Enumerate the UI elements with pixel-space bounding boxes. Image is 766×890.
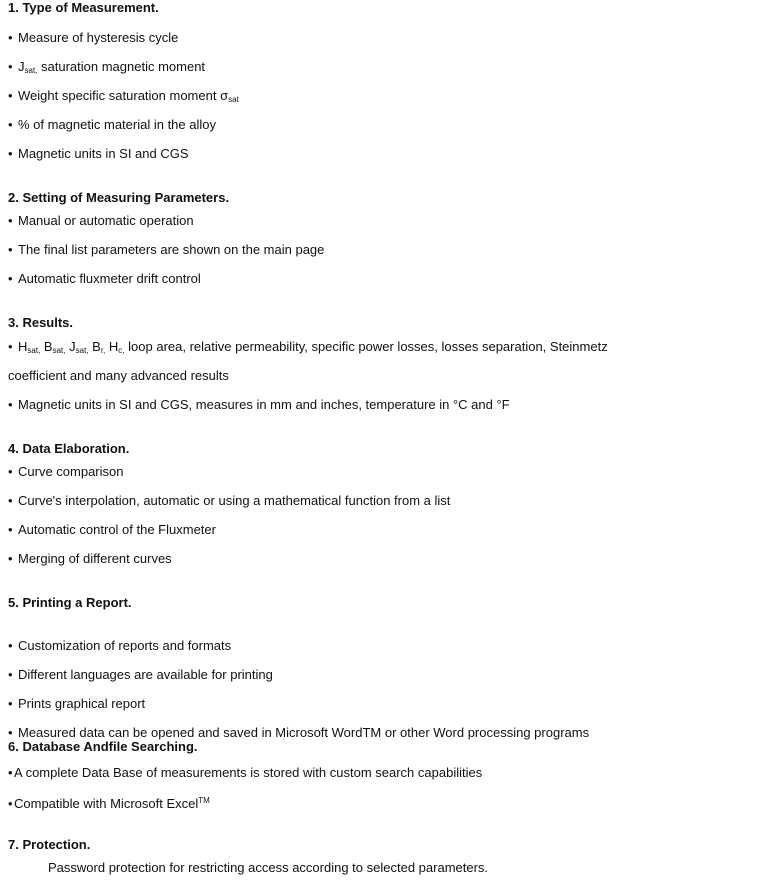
list-item: • A complete Data Base of measurements is stored with custom search capabilities (8, 765, 482, 781)
list-item: • Prints graphical report (8, 696, 145, 712)
list-item: • % of magnetic material in the alloy (8, 117, 216, 133)
section-4-heading: 4. Data Elaboration. (8, 441, 130, 456)
section-5-heading: 5. Printing a Report. (8, 595, 132, 610)
list-item: • Customization of reports and formats (8, 638, 231, 654)
list-item: • Automatic control of the Fluxmeter (8, 522, 216, 538)
section-1-heading: 1. Type of Measurement. (8, 0, 159, 15)
section-6-heading: 6. Database Andfile Searching. (8, 739, 198, 754)
list-item: • Different languages are available for printing (8, 667, 273, 683)
list-item: • $J_{sat,}$ saturation magnetic moment (8, 59, 205, 79)
section-7-heading: 7. Protection. (8, 837, 91, 852)
section-3-heading: 3. Results. (8, 315, 74, 330)
list-item: • Curve's interpolation, automatic or using a mathematical function from a list (8, 493, 450, 509)
list-item: • $H_{sat,}$ $B_{sat,}$ $J_{sat,}$ $B_{r,}$ $H_{c,}$ loop area, relative permeability, specific power losses, losses separation, Steinmetz (8, 339, 608, 359)
list-item: • Automatic fluxmeter drift control (8, 271, 201, 287)
list-item: • Measured data can be opened and saved in Microsoft WordTM or other Word processing programs (8, 725, 589, 741)
list-item: • Curve comparison (8, 464, 124, 480)
list-item: • Magnetic units in SI and CGS, measures in mm and inches, temperature in °C and °F (8, 397, 510, 413)
list-item: • Magnetic units in SI and CGS (8, 146, 189, 162)
list-item: • Merging of different curves (8, 551, 172, 567)
list-item: • Compatible with Microsoft Excel™ (8, 793, 210, 812)
list-item: • Manual or automatic operation (8, 213, 194, 229)
protection-text: Password protection for restricting access according to selected parameters. (48, 860, 489, 875)
list-item: • The final list parameters are shown on the main page (8, 242, 324, 258)
list-item: • Weight specific saturation moment $\sigma_{sat}$ (8, 88, 239, 108)
section-2-heading: 2. Setting of Measuring Parameters. (8, 190, 230, 205)
list-item-continuation: coefficient and many advanced results (8, 368, 229, 383)
list-item: • Measure of hysteresis cycle (8, 30, 178, 46)
